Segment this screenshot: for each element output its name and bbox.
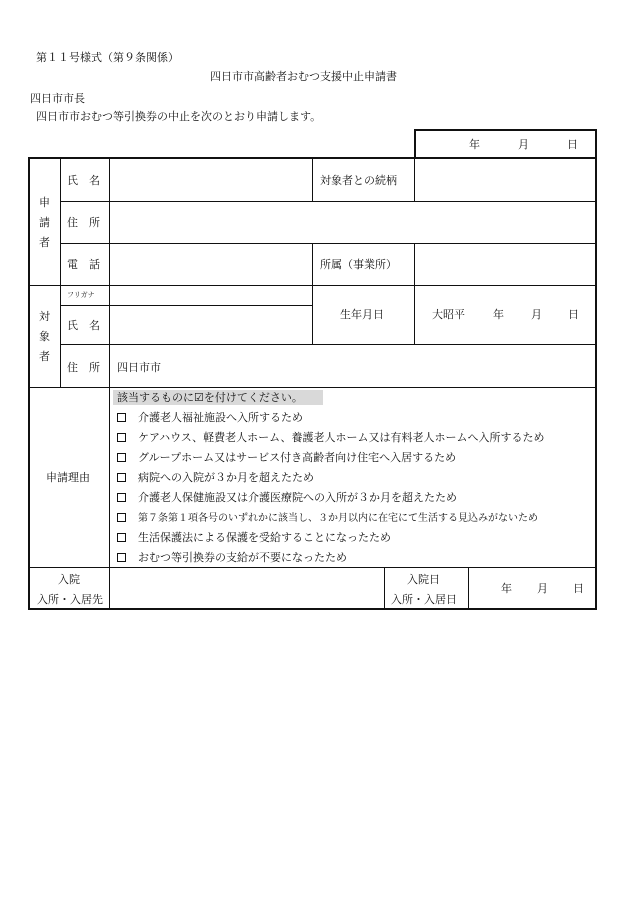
col-line-mid-top — [312, 158, 313, 201]
col-line-mid-phone — [312, 243, 313, 285]
reason-item-1-text: 介護老人福祉施設へ入所するため — [138, 411, 303, 424]
checkbox-icon[interactable] — [117, 493, 126, 502]
checkbox-icon[interactable] — [117, 413, 126, 422]
subject-furigana-field[interactable] — [112, 287, 310, 304]
checkbox-icon[interactable] — [117, 513, 126, 522]
subject-section-label-3: 者 — [39, 350, 50, 363]
applicant-address-field[interactable] — [112, 203, 594, 242]
reason-item-6[interactable] — [117, 512, 538, 524]
reason-item-7-text: 生活保護法による保護を受給することになったため — [138, 531, 391, 544]
reason-item-3[interactable] — [117, 452, 456, 463]
reason-item-2[interactable] — [117, 432, 544, 443]
reason-label: 申請理由 — [46, 471, 90, 484]
col-line-mid-subject — [312, 285, 313, 344]
date-year: 年 — [469, 138, 480, 151]
checkbox-icon[interactable] — [117, 553, 126, 562]
applicant-affiliation-label: 所属（事業所） — [320, 258, 397, 271]
reason-item-7[interactable] — [117, 532, 391, 543]
applicant-phone-field[interactable] — [112, 245, 310, 284]
admission-date-label-2: 入所・入居日 — [391, 593, 457, 606]
subject-birthdate-label: 生年月日 — [340, 308, 384, 321]
admission-place-label-2: 入所・入居先 — [37, 593, 103, 606]
col-line-relation — [414, 158, 415, 201]
applicant-name-field[interactable] — [112, 160, 310, 200]
reason-item-4-text: 病院への入院が３か月を超えたため — [138, 471, 314, 484]
reason-item-5[interactable] — [117, 492, 457, 503]
form-title: 四日市市高齢者おむつ支援中止申請書 — [210, 70, 397, 83]
subject-name-field[interactable] — [112, 307, 310, 343]
subject-birthdate-year: 年 — [493, 308, 504, 321]
applicant-section-label-2: 請 — [39, 216, 50, 229]
col-line-label — [109, 158, 110, 609]
addressee: 四日市市長 — [30, 92, 85, 105]
date-month: 月 — [518, 138, 529, 151]
row-line-furigana — [60, 305, 312, 306]
reason-item-5-text: 介護老人保健施設又は介護医療院への入所が３か月を超えたため — [138, 491, 457, 504]
form-number: 第１１号様式（第９条関係） — [36, 51, 179, 64]
table-left-border — [28, 157, 30, 610]
col-line-admission-2 — [468, 567, 469, 609]
reason-item-8[interactable] — [117, 552, 347, 563]
date-box-top — [414, 129, 597, 131]
row-line-section-3 — [29, 567, 596, 568]
applicant-affiliation-field[interactable] — [416, 245, 594, 284]
admission-place-label-1: 入院 — [58, 573, 80, 586]
row-line-applicant-1 — [60, 201, 596, 202]
subject-birthdate-era: 大昭平 — [432, 308, 465, 321]
checkbox-icon[interactable] — [117, 473, 126, 482]
applicant-relation-field[interactable] — [416, 160, 594, 200]
row-line-subject-1 — [60, 344, 596, 345]
table-bottom-border — [28, 608, 597, 610]
col-line-birthdate — [414, 285, 415, 344]
subject-address-label: 住 所 — [67, 361, 100, 374]
reason-item-4[interactable] — [117, 472, 314, 483]
subject-furigana-label: フリガナ — [67, 291, 95, 299]
reason-item-6-text: 第７条第１項各号のいずれかに該当し、３か月以内に在宅にて生活する見込みがないため — [138, 513, 538, 524]
subject-birthdate-day: 日 — [568, 308, 579, 321]
admission-date-month: 月 — [537, 582, 548, 595]
admission-place-field[interactable] — [112, 569, 382, 607]
subject-address-value[interactable]: 四日市市 — [117, 361, 161, 374]
reason-instruction: 該当するものに☑を付けてください。 — [117, 391, 303, 404]
subject-birthdate-month: 月 — [531, 308, 542, 321]
applicant-section-label-1: 申 — [39, 196, 50, 209]
applicant-address-label: 住 所 — [67, 216, 100, 229]
subject-section-label-1: 対 — [39, 310, 50, 323]
reason-item-1[interactable] — [117, 412, 303, 423]
reason-item-2-text: ケアハウス、軽費老人ホーム、養護老人ホーム又は有料老人ホームへ入所するため — [138, 431, 545, 444]
admission-date-label-1: 入院日 — [407, 573, 440, 586]
applicant-section-label-3: 者 — [39, 236, 50, 249]
row-line-applicant-2 — [60, 243, 596, 244]
date-box-left — [414, 129, 416, 159]
checkbox-icon[interactable] — [117, 533, 126, 542]
admission-date-day: 日 — [573, 582, 584, 595]
applicant-name-label: 氏 名 — [67, 174, 100, 187]
row-line-section-2 — [29, 387, 596, 388]
date-day: 日 — [567, 138, 578, 151]
reason-item-3-text: グループホーム又はサービス付き高齢者向け住宅へ入居するため — [138, 451, 457, 464]
col-line-admission-1 — [384, 567, 385, 609]
subject-section-label-2: 象 — [39, 330, 50, 343]
applicant-phone-label: 電 話 — [67, 258, 100, 271]
col-line-affiliation — [414, 243, 415, 285]
col-line-section — [60, 158, 61, 387]
checkbox-icon[interactable] — [117, 433, 126, 442]
reason-item-8-text: おむつ等引換券の支給が不要になったため — [138, 551, 347, 564]
applicant-relation-label: 対象者との続柄 — [320, 174, 397, 187]
subject-name-label: 氏 名 — [67, 319, 100, 332]
admission-date-year: 年 — [501, 582, 512, 595]
checkbox-icon[interactable] — [117, 453, 126, 462]
intro-text: 四日市市おむつ等引換券の中止を次のとおり申請します。 — [36, 110, 322, 123]
